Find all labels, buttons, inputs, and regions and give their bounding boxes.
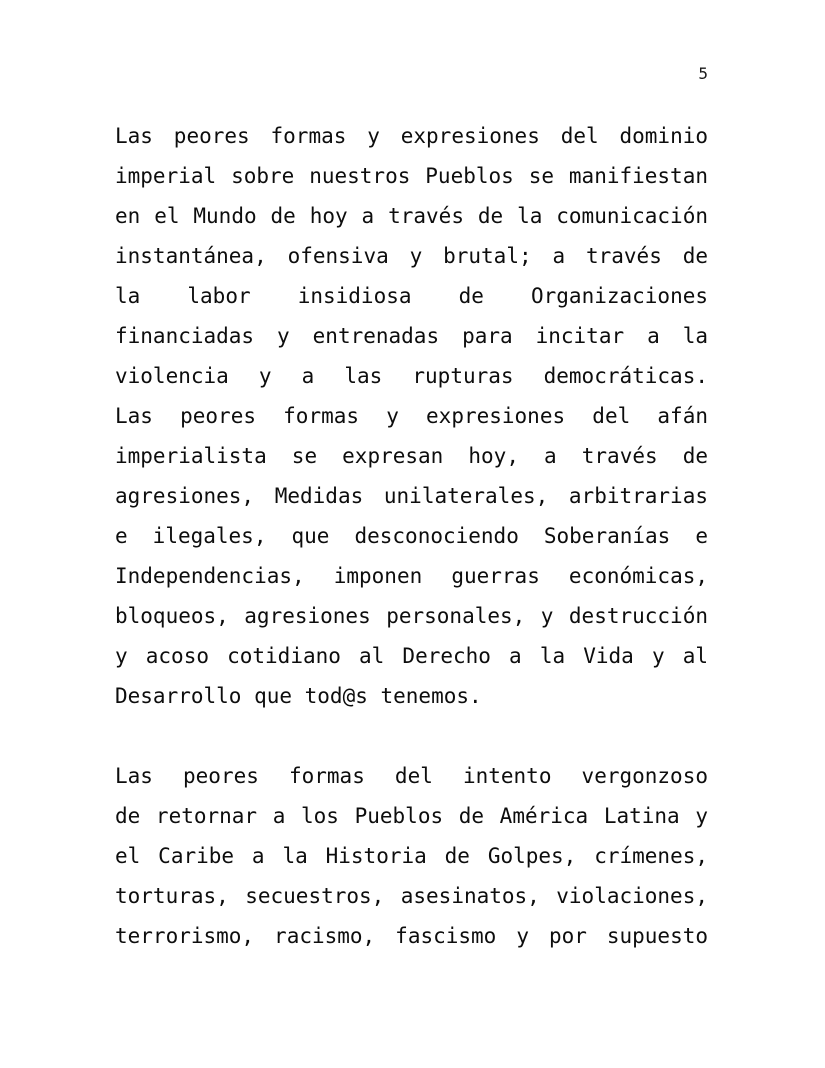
text-line: Las peores formas del intento vergonzoso (115, 764, 708, 788)
text-line: agresiones, Medidas unilaterales, arbitrarias (115, 484, 708, 508)
text-line: torturas, secuestros, asesinatos, violaciones, (115, 884, 708, 908)
text-line: imperial sobre nuestros Pueblos se manifiestan (115, 164, 708, 188)
text-line: bloqueos, agresiones personales, y destrucción (115, 604, 708, 628)
text-line: la labor insidiosa de Organizaciones (115, 284, 708, 308)
text-line: Las peores formas y expresiones del dominio (115, 124, 708, 148)
text-line: en el Mundo de hoy a través de la comunicación (115, 204, 708, 228)
paragraph (115, 756, 708, 956)
text-line: e ilegales, que desconociendo Soberanías e (115, 524, 708, 548)
text-line: el Caribe a la Historia de Golpes, crímenes, (115, 844, 708, 868)
page-number: 5 (698, 64, 708, 83)
text-line: Las peores formas y expresiones del afán (115, 404, 708, 428)
text-line: terrorismo, racismo, fascismo y por supuesto (115, 924, 708, 948)
text-line: Independencias, imponen guerras económicas, (115, 564, 708, 588)
text-line: Desarrollo que tod@s tenemos. (115, 684, 482, 708)
text-line: y acoso cotidiano al Derecho a la Vida y al (115, 644, 708, 668)
document-body (115, 116, 708, 956)
text-line: de retornar a los Pueblos de América Latina y (115, 804, 708, 828)
text-line: financiadas y entrenadas para incitar a la (115, 324, 708, 348)
paragraph (115, 116, 708, 716)
text-line: violencia y a las rupturas democráticas. (115, 364, 708, 388)
text-line: instantánea, ofensiva y brutal; a través de (115, 244, 708, 268)
text-line: imperialista se expresan hoy, a través de (115, 444, 708, 468)
